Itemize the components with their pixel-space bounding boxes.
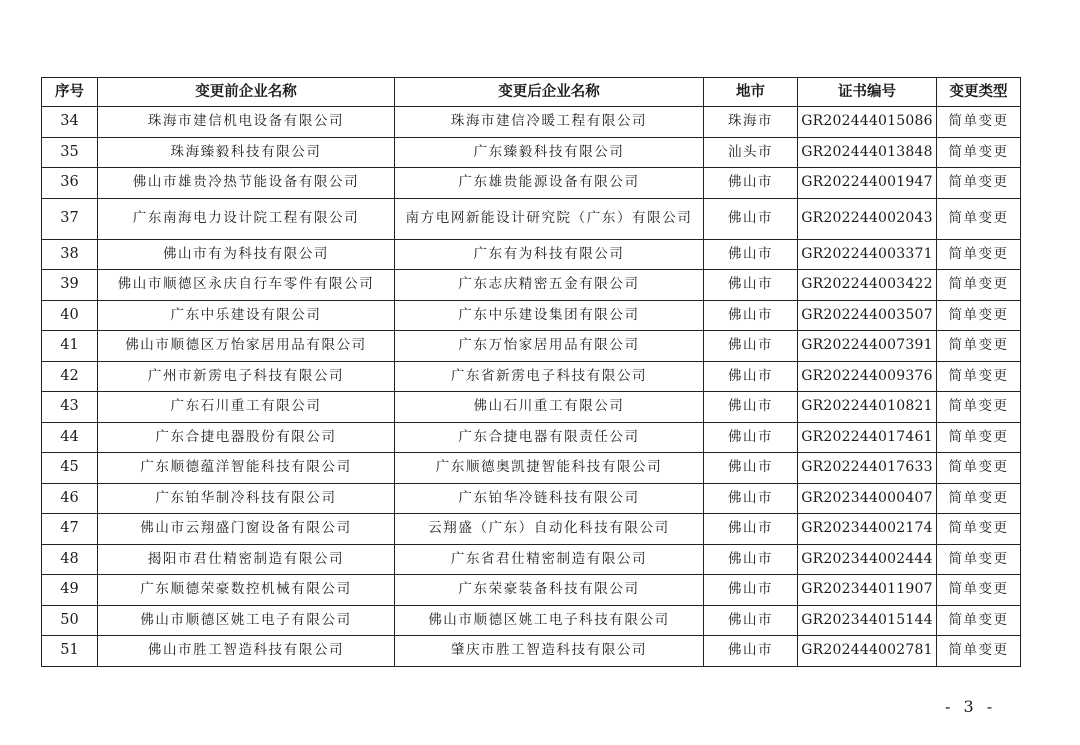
cell-seq: 35: [42, 137, 98, 168]
cell-cert-number: GR202244007391: [798, 331, 937, 362]
cell-cert-number: GR202244003507: [798, 300, 937, 331]
cell-cert-number: GR202244017633: [798, 453, 937, 484]
table-row: [42, 107, 1021, 138]
table-row: [42, 483, 1021, 514]
table-row: [42, 453, 1021, 484]
cell-change-type: 简单变更: [937, 168, 1021, 199]
cell-after-name: 珠海市建信冷暖工程有限公司: [395, 107, 704, 138]
cell-city: 佛山市: [704, 605, 798, 636]
cell-after-name: 佛山市顺德区姚工电子科技有限公司: [395, 605, 704, 636]
cell-seq: 36: [42, 168, 98, 199]
cell-cert-number: GR202244010821: [798, 392, 937, 423]
cell-cert-number: GR202244009376: [798, 361, 937, 392]
cell-change-type: 简单变更: [937, 198, 1021, 239]
cell-change-type: 简单变更: [937, 453, 1021, 484]
cell-seq: 38: [42, 239, 98, 270]
cell-cert-number: GR202244001947: [798, 168, 937, 199]
cell-after-name: 广东万怡家居用品有限公司: [395, 331, 704, 362]
cell-city: 佛山市: [704, 270, 798, 301]
cell-after-name: 广东荣豪装备科技有限公司: [395, 575, 704, 606]
cell-cert-number: GR202344015144: [798, 605, 937, 636]
cell-change-type: 简单变更: [937, 137, 1021, 168]
table-row: [42, 514, 1021, 545]
header-seq: 序号: [42, 78, 98, 107]
table-row: [42, 239, 1021, 270]
header-change-type: 变更类型: [937, 78, 1021, 107]
table-row: [42, 198, 1021, 239]
cell-seq: 49: [42, 575, 98, 606]
header-city: 地市: [704, 78, 798, 107]
cell-seq: 51: [42, 636, 98, 667]
cell-city: 佛山市: [704, 331, 798, 362]
cell-cert-number: GR202344002444: [798, 544, 937, 575]
cell-before-name: 广东中乐建设有限公司: [98, 300, 395, 331]
cell-cert-number: GR202444002781: [798, 636, 937, 667]
cell-seq: 37: [42, 198, 98, 239]
cell-after-name: 广东合捷电器有限责任公司: [395, 422, 704, 453]
cell-change-type: 简单变更: [937, 392, 1021, 423]
cell-city: 佛山市: [704, 300, 798, 331]
cell-city: 佛山市: [704, 392, 798, 423]
cell-city: 佛山市: [704, 514, 798, 545]
cell-city: 佛山市: [704, 239, 798, 270]
cell-after-name: 广东省君仕精密制造有限公司: [395, 544, 704, 575]
cell-after-name: 广东顺德奥凯捷智能科技有限公司: [395, 453, 704, 484]
cell-city: 佛山市: [704, 361, 798, 392]
cell-before-name: 广州市新雳电子科技有限公司: [98, 361, 395, 392]
cell-cert-number: GR202244017461: [798, 422, 937, 453]
cell-cert-number: GR202344000407: [798, 483, 937, 514]
cell-change-type: 简单变更: [937, 422, 1021, 453]
cell-change-type: 简单变更: [937, 270, 1021, 301]
cell-change-type: 简单变更: [937, 544, 1021, 575]
cell-after-name: 广东省新雳电子科技有限公司: [395, 361, 704, 392]
cell-change-type: 简单变更: [937, 361, 1021, 392]
company-change-table: [41, 77, 1021, 667]
table-row: [42, 636, 1021, 667]
cell-change-type: 简单变更: [937, 605, 1021, 636]
cell-before-name: 广东铂华制冷科技有限公司: [98, 483, 395, 514]
cell-seq: 43: [42, 392, 98, 423]
table-body: [42, 107, 1021, 667]
cell-before-name: 广东石川重工有限公司: [98, 392, 395, 423]
cell-change-type: 简单变更: [937, 331, 1021, 362]
cell-before-name: 佛山市顺德区姚工电子有限公司: [98, 605, 395, 636]
table-row: [42, 544, 1021, 575]
cell-city: 佛山市: [704, 575, 798, 606]
table-row: [42, 605, 1021, 636]
cell-after-name: 肇庆市胜工智造科技有限公司: [395, 636, 704, 667]
cell-seq: 40: [42, 300, 98, 331]
cell-city: 佛山市: [704, 544, 798, 575]
cell-change-type: 简单变更: [937, 107, 1021, 138]
cell-after-name: 南方电网新能设计研究院（广东）有限公司: [395, 198, 704, 239]
cell-before-name: 广东合捷电器股份有限公司: [98, 422, 395, 453]
cell-change-type: 简单变更: [937, 483, 1021, 514]
table-row: [42, 270, 1021, 301]
cell-city: 珠海市: [704, 107, 798, 138]
table-row: [42, 575, 1021, 606]
cell-seq: 42: [42, 361, 98, 392]
header-after-name: 变更后企业名称: [395, 78, 704, 107]
cell-city: 佛山市: [704, 168, 798, 199]
cell-after-name: 广东中乐建设集团有限公司: [395, 300, 704, 331]
cell-before-name: 广东顺德蕴洋智能科技有限公司: [98, 453, 395, 484]
cell-after-name: 广东臻毅科技有限公司: [395, 137, 704, 168]
cell-change-type: 简单变更: [937, 300, 1021, 331]
cell-after-name: 广东雄贵能源设备有限公司: [395, 168, 704, 199]
table-row: [42, 361, 1021, 392]
cell-before-name: 广东顺德荣豪数控机械有限公司: [98, 575, 395, 606]
cell-change-type: 简单变更: [937, 636, 1021, 667]
cell-cert-number: GR202244002043: [798, 198, 937, 239]
cell-cert-number: GR202444013848: [798, 137, 937, 168]
cell-before-name: 佛山市云翔盛门窗设备有限公司: [98, 514, 395, 545]
table-row: [42, 300, 1021, 331]
cell-change-type: 简单变更: [937, 239, 1021, 270]
cell-seq: 48: [42, 544, 98, 575]
cell-city: 佛山市: [704, 483, 798, 514]
cell-before-name: 佛山市胜工智造科技有限公司: [98, 636, 395, 667]
cell-before-name: 珠海臻毅科技有限公司: [98, 137, 395, 168]
cell-cert-number: GR202344002174: [798, 514, 937, 545]
cell-before-name: 佛山市雄贵冷热节能设备有限公司: [98, 168, 395, 199]
cell-after-name: 广东志庆精密五金有限公司: [395, 270, 704, 301]
page-number: - 3 -: [945, 697, 997, 716]
table-row: [42, 137, 1021, 168]
cell-after-name: 广东铂华冷链科技有限公司: [395, 483, 704, 514]
cell-seq: 45: [42, 453, 98, 484]
cell-seq: 46: [42, 483, 98, 514]
header-before-name: 变更前企业名称: [98, 78, 395, 107]
header-cert-number: 证书编号: [798, 78, 937, 107]
cell-cert-number: GR202244003422: [798, 270, 937, 301]
cell-before-name: 广东南海电力设计院工程有限公司: [98, 198, 395, 239]
cell-after-name: 广东有为科技有限公司: [395, 239, 704, 270]
cell-seq: 44: [42, 422, 98, 453]
cell-seq: 41: [42, 331, 98, 362]
cell-before-name: 佛山市有为科技有限公司: [98, 239, 395, 270]
cell-after-name: 佛山石川重工有限公司: [395, 392, 704, 423]
cell-change-type: 简单变更: [937, 514, 1021, 545]
cell-city: 汕头市: [704, 137, 798, 168]
cell-cert-number: GR202244003371: [798, 239, 937, 270]
cell-city: 佛山市: [704, 453, 798, 484]
cell-seq: 47: [42, 514, 98, 545]
cell-city: 佛山市: [704, 198, 798, 239]
table-header-row: [42, 78, 1021, 107]
table-row: [42, 331, 1021, 362]
table-row: [42, 422, 1021, 453]
table-row: [42, 392, 1021, 423]
cell-seq: 34: [42, 107, 98, 138]
cell-after-name: 云翔盛（广东）自动化科技有限公司: [395, 514, 704, 545]
cell-before-name: 珠海市建信机电设备有限公司: [98, 107, 395, 138]
table-row: [42, 168, 1021, 199]
cell-before-name: 揭阳市君仕精密制造有限公司: [98, 544, 395, 575]
company-change-table-container: [41, 77, 1020, 667]
cell-change-type: 简单变更: [937, 575, 1021, 606]
cell-city: 佛山市: [704, 636, 798, 667]
cell-before-name: 佛山市顺德区永庆自行车零件有限公司: [98, 270, 395, 301]
cell-city: 佛山市: [704, 422, 798, 453]
cell-seq: 50: [42, 605, 98, 636]
cell-cert-number: GR202344011907: [798, 575, 937, 606]
cell-cert-number: GR202444015086: [798, 107, 937, 138]
cell-seq: 39: [42, 270, 98, 301]
cell-before-name: 佛山市顺德区万怡家居用品有限公司: [98, 331, 395, 362]
